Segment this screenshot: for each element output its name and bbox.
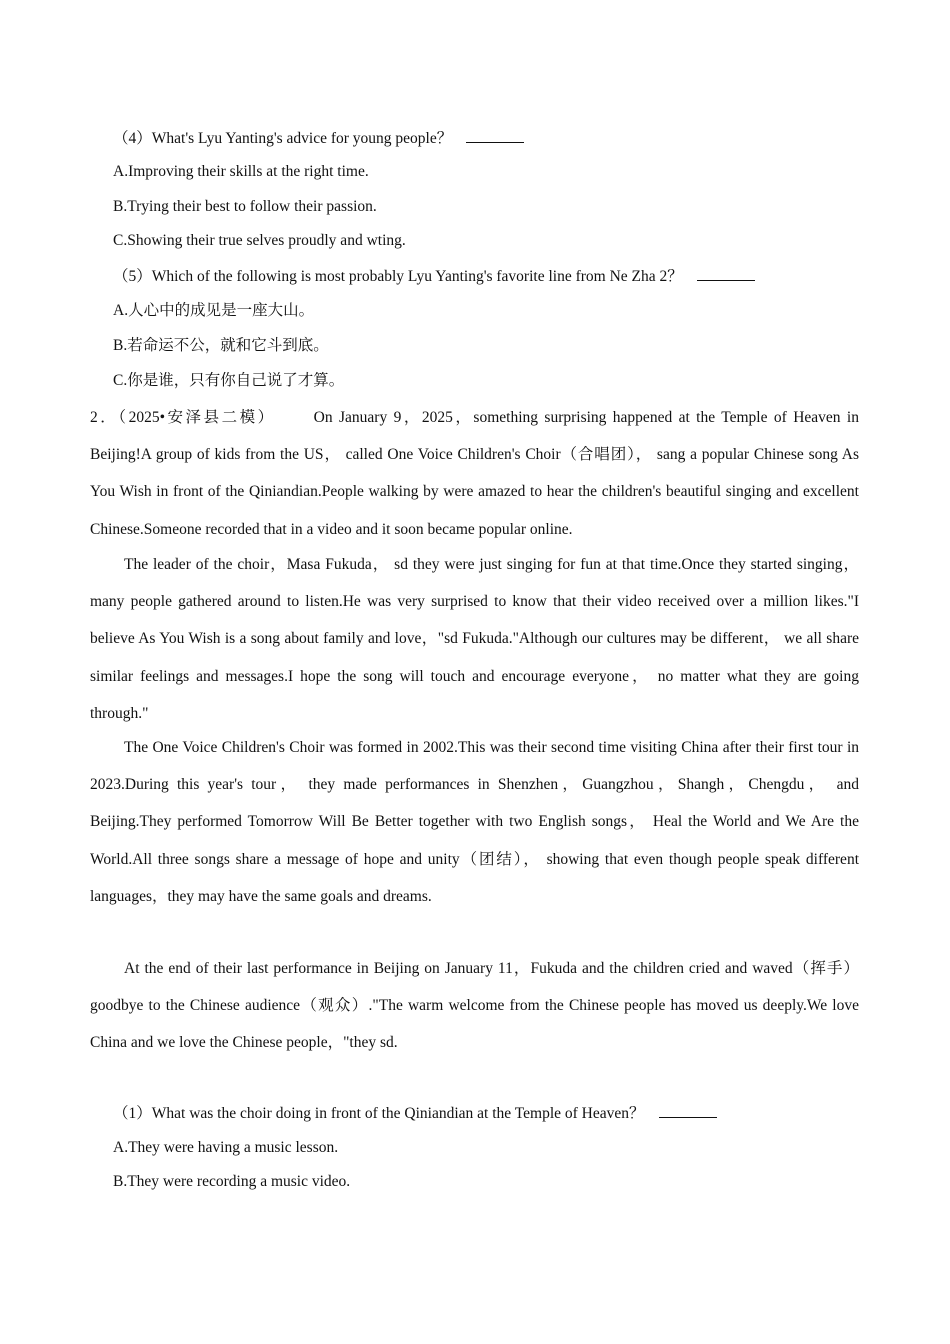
question-2-intro bbox=[90, 399, 859, 548]
paragraph-text: The leader of the choir，Masa Fukuda， sd they were just singing for fun at that time.Once they started singing，many people gathered around to listen.He was very surprised to know that their video received over a million likes."I believe As You Wish is a song about family and love，"sd Fukuda."Although our cultures may be different， we all share similar feelings and messages.I hope the song will touch and encourage everyone， no matter what they are going through." bbox=[90, 556, 859, 722]
option-a: A.人心中的成见是一座大山。 bbox=[113, 302, 315, 319]
option-a: A.Improving their skills at the right time. bbox=[113, 163, 369, 180]
option-c: C.Showing their true selves proudly and wting. bbox=[113, 232, 406, 249]
question-number: 2． bbox=[90, 409, 119, 426]
question-4-text: （4）What's Lyu Yanting's advice for young people？ bbox=[113, 130, 453, 147]
question-2-1-text: （1）What was the choir doing in front of the Qiniandian at the Temple of Heaven？ bbox=[113, 1105, 645, 1122]
question-5-text: （5）Which of the following is most probably Lyu Yanting's favorite line from Ne Zha 2？ bbox=[113, 268, 683, 285]
intro-text: On January 9，2025，something surprising happened at the Temple of Heaven in Beijing!A group of kids from the US， called One Voice Children's Choir（合唱团）， sang a popular Chinese song As You Wish in front of the Qiniandian.People walking by were amazed to hear the children's beautiful singing and excellent Chinese.Someone recorded that in a video and it soon became popular online. bbox=[90, 409, 859, 538]
answer-blank[interactable] bbox=[697, 266, 755, 281]
answer-blank[interactable] bbox=[659, 1103, 717, 1118]
option-b: B.Trying their best to follow their passion. bbox=[113, 198, 377, 215]
passage-paragraph-3 bbox=[90, 950, 859, 1062]
question-4 bbox=[113, 128, 524, 149]
option-a: A.They were having a music lesson. bbox=[113, 1139, 339, 1156]
paragraph-text: The One Voice Children's Choir was formed in 2002.This was their second time visiting China after their first tour in 2023.During this year's tour， they made performances in Shenzhen，Guangzhou，Shangh，Chengdu， and Beijing.They performed Tomorrow Will Be Better together with two English songs， Heal the World and We Are the World.All three songs share a message of hope and unity（团结）， showing that even though people speak different languages，they may have the same goals and dreams. bbox=[90, 739, 859, 905]
passage-paragraph-2 bbox=[90, 729, 859, 915]
paragraph-text: At the end of their last performance in Beijing on January 11，Fukuda and the children cried and waved（挥手） goodbye to the Chinese audience（观众）."The warm welcome from the Chinese people has moved us deeply.We love China and we love the Chinese people，"they sd. bbox=[90, 960, 859, 1052]
question-5 bbox=[113, 266, 755, 287]
question-source: （2025•安泽县二模） bbox=[118, 409, 276, 426]
question-2-1 bbox=[113, 1103, 717, 1124]
option-b: B.若命运不公，就和它斗到底。 bbox=[113, 337, 329, 354]
answer-blank[interactable] bbox=[466, 128, 524, 143]
passage-paragraph-1 bbox=[90, 546, 859, 732]
option-c: C.你是谁，只有你自己说了才算。 bbox=[113, 372, 345, 389]
option-b: B.They were recording a music video. bbox=[113, 1173, 351, 1190]
